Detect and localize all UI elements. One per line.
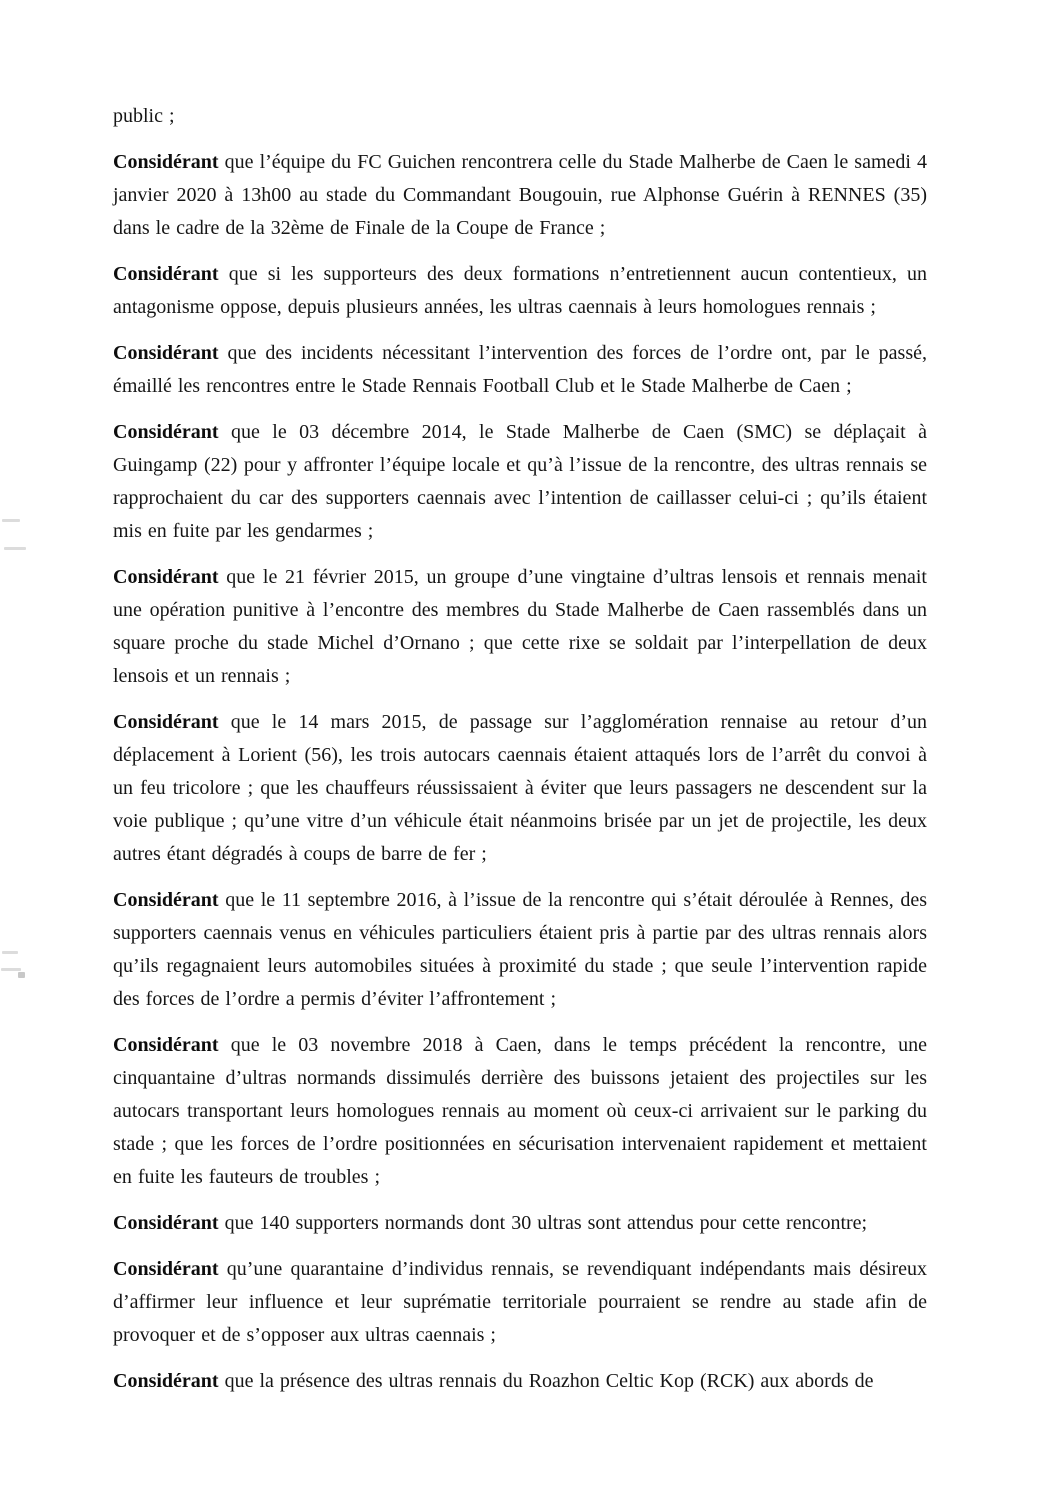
scan-artifact: [1, 968, 21, 971]
scan-artifact: [2, 951, 18, 954]
paragraph: [113, 258, 927, 324]
paragraph-lead: Considérant: [113, 1370, 219, 1392]
paragraph-lead: Considérant: [113, 263, 219, 285]
paragraph-text: que la présence des ultras rennais du Roazhon Celtic Kop (RCK) aux abords de: [218, 1370, 874, 1392]
paragraph-lead: Considérant: [113, 566, 219, 588]
paragraph-text: qu’une quarantaine d’individus rennais, se revendiquant indépendants mais désireux d’affirmer leur influence et leur suprématie territoriale pourraient se rendre au stade afin de provoquer et de s’opposer aux ultras caennais ;: [113, 1258, 927, 1346]
paragraph-lead: Considérant: [113, 711, 219, 733]
paragraph: [113, 706, 927, 871]
paragraph: [113, 416, 927, 548]
paragraph: [113, 561, 927, 693]
paragraph-text: que 140 supporters normands dont 30 ultras sont attendus pour cette rencontre;: [218, 1212, 868, 1234]
scan-artifact: [2, 519, 20, 522]
paragraph-text: que le 03 décembre 2014, le Stade Malherbe de Caen (SMC) se déplaçait à Guingamp (22) pour y affronter l’équipe locale et qu’à l’issue de la rencontre, des ultras rennais se rapprochaient du car des supporters caennais avec l’intention de caillasser celui-ci ; qu’ils étaient mis en fuite par les gendarmes ;: [113, 421, 927, 542]
paragraph-lead: Considérant: [113, 421, 219, 443]
paragraph-lead: Considérant: [113, 151, 219, 173]
paragraph-text: que le 11 septembre 2016, à l’issue de la rencontre qui s’était déroulée à Rennes, des supporters caennais venus en véhicules particuliers étaient pris à partie par des ultras rennais alors qu’ils regagnaient leurs automobiles situées à proximité du stade ; que seule l’intervention rapide des forces de l’ordre a permis d’éviter l’affrontement ;: [113, 889, 927, 1010]
paragraph: [113, 1253, 927, 1352]
paragraph-text: que des incidents nécessitant l’intervention des forces de l’ordre ont, par le passé, émaillé les rencontres entre le Stade Rennais Football Club et le Stade Malherbe de Caen ;: [113, 342, 927, 397]
paragraph-lead: Considérant: [113, 1034, 219, 1056]
paragraph: [113, 146, 927, 245]
paragraph: [113, 1365, 927, 1398]
paragraph-text: que l’équipe du FC Guichen rencontrera celle du Stade Malherbe de Caen le samedi 4 janvier 2020 à 13h00 au stade du Commandant Bougouin, rue Alphonse Guérin à RENNES (35) dans le cadre de la 32ème de Finale de la Coupe de France ;: [113, 151, 927, 239]
scan-artifact: [18, 972, 25, 978]
paragraph: [113, 884, 927, 1016]
paragraph-text: que le 03 novembre 2018 à Caen, dans le temps précédent la rencontre, une cinquantaine d’ultras normands dissimulés derrière des buissons jetaient des projectiles sur les autocars transportant leurs homologues rennais au moment où ceux-ci arrivaient sur le parking du stade ; que les forces de l’ordre positionnées en sécurisation intervenaient rapidement et mettaient en fuite les fauteurs de troubles ;: [113, 1034, 927, 1188]
paragraph-text: que le 14 mars 2015, de passage sur l’agglomération rennaise au retour d’un déplacement à Lorient (56), les trois autocars caennais étaient attaqués lors de l’arrêt du convoi à un feu tricolore ; que les chauffeurs réussissaient à éviter que leurs passagers ne descendent sur la voie publique ; qu’une vitre d’un véhicule était néanmoins brisée par un jet de projectile, les deux autres étant dégradés à coups de barre de fer ;: [113, 711, 927, 865]
paragraph: [113, 1207, 927, 1240]
scan-artifact: [4, 547, 26, 550]
paragraph-lead: Considérant: [113, 1258, 219, 1280]
paragraph-text: que si les supporteurs des deux formations n’entretiennent aucun contentieux, un antagonisme oppose, depuis plusieurs années, les ultras caennais à leurs homologues rennais ;: [113, 263, 927, 318]
paragraph: [113, 1029, 927, 1194]
document-body: [113, 100, 927, 1411]
paragraph-lead: Considérant: [113, 1212, 219, 1234]
paragraph-lead: Considérant: [113, 342, 219, 364]
paragraph-text: public ;: [113, 105, 175, 127]
paragraph-lead: Considérant: [113, 889, 219, 911]
paragraph: [113, 337, 927, 403]
paragraph: [113, 100, 927, 133]
paragraph-text: que le 21 février 2015, un groupe d’une vingtaine d’ultras lensois et rennais menait une opération punitive à l’encontre des membres du Stade Malherbe de Caen rassemblés dans un square proche du stade Michel d’Ornano ; que cette rixe se soldait par l’interpellation de deux lensois et un rennais ;: [113, 566, 927, 687]
